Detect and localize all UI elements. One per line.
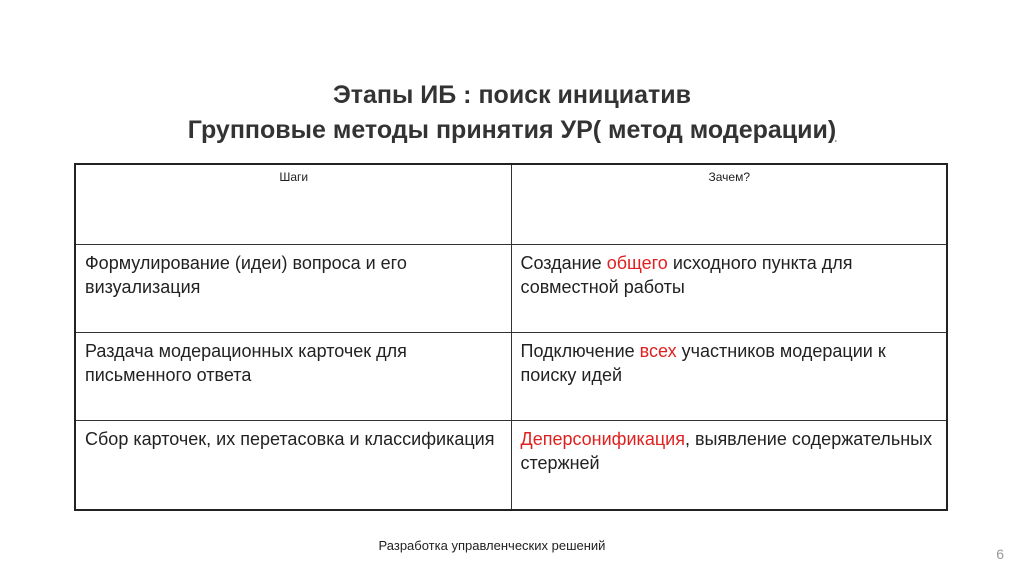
header-why: Зачем? — [511, 165, 946, 245]
step-cell: Формулирование (идеи) вопроса и его визуализация — [76, 245, 511, 333]
why-cell — [511, 245, 946, 333]
step-cell: Сбор карточек, их перетасовка и классификация — [76, 421, 511, 509]
footer-text: Разработка управленческих решений — [378, 538, 606, 553]
title-line-2-paren: ) — [827, 116, 837, 144]
slide-title — [0, 78, 1024, 148]
why-cell — [511, 421, 946, 509]
step-cell: Раздача модерационных карточек для письменного ответа — [76, 333, 511, 421]
table-row — [76, 333, 946, 421]
why-text: участников модерации к поиску идей — [520, 341, 886, 386]
why-highlight: Деперсонификация — [520, 429, 685, 450]
why-highlight: всех — [639, 341, 677, 362]
title-line-2-text: Групповые методы принятия УР( метод модерации — [187, 116, 828, 144]
methods-table — [74, 163, 948, 511]
table-row — [76, 245, 946, 333]
why-text: исходного пункта для совместной работы — [520, 253, 853, 298]
page-number: 6 — [996, 546, 1004, 562]
why-text: Создание — [520, 253, 607, 274]
why-cell — [511, 333, 946, 421]
why-text: , выявление содержательных стержней — [520, 429, 933, 474]
title-line-2 — [0, 113, 1024, 148]
table-row — [76, 421, 946, 509]
why-highlight: общего — [606, 253, 668, 274]
table-header-row — [76, 165, 946, 245]
title-line-1: Этапы ИБ : поиск инициатив — [332, 81, 692, 109]
why-text: Подключение — [520, 341, 640, 362]
header-steps: Шаги — [76, 165, 511, 245]
